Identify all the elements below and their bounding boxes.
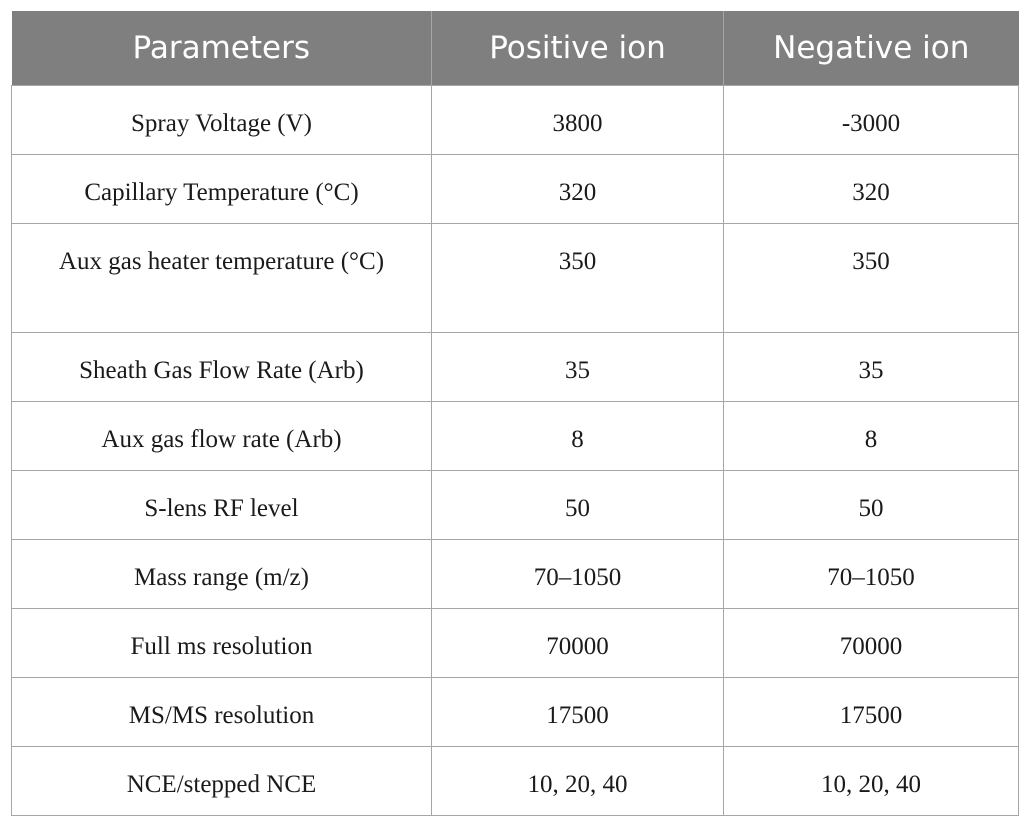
- negative-ion-value: 8: [724, 402, 1019, 471]
- table-row: [12, 471, 1019, 540]
- header-parameters: Parameters: [12, 11, 432, 86]
- table-row: [12, 540, 1019, 609]
- positive-ion-value: 3800: [432, 86, 724, 155]
- table-row: [12, 155, 1019, 224]
- negative-ion-value: 320: [724, 155, 1019, 224]
- parameter-name: Aux gas heater temperature (°C): [12, 224, 432, 333]
- positive-ion-value: 70–1050: [432, 540, 724, 609]
- table-row: [12, 333, 1019, 402]
- parameter-name: Aux gas flow rate (Arb): [12, 402, 432, 471]
- negative-ion-value: 17500: [724, 678, 1019, 747]
- table-row: [12, 678, 1019, 747]
- parameter-name: Spray Voltage (V): [12, 86, 432, 155]
- positive-ion-value: 320: [432, 155, 724, 224]
- negative-ion-value: 70–1050: [724, 540, 1019, 609]
- positive-ion-value: 50: [432, 471, 724, 540]
- parameter-name: Sheath Gas Flow Rate (Arb): [12, 333, 432, 402]
- positive-ion-value: 10, 20, 40: [432, 747, 724, 816]
- parameters-table: [11, 11, 1019, 816]
- table-row: [12, 86, 1019, 155]
- positive-ion-value: 350: [432, 224, 724, 333]
- parameter-name: Capillary Temperature (°C): [12, 155, 432, 224]
- parameter-name: S-lens RF level: [12, 471, 432, 540]
- table-row: [12, 747, 1019, 816]
- negative-ion-value: 10, 20, 40: [724, 747, 1019, 816]
- negative-ion-value: -3000: [724, 86, 1019, 155]
- positive-ion-value: 8: [432, 402, 724, 471]
- negative-ion-value: 70000: [724, 609, 1019, 678]
- header-negative-ion: Negative ion: [724, 11, 1019, 86]
- parameter-name: Full ms resolution: [12, 609, 432, 678]
- table-row: [12, 609, 1019, 678]
- positive-ion-value: 70000: [432, 609, 724, 678]
- positive-ion-value: 17500: [432, 678, 724, 747]
- table-row: [12, 402, 1019, 471]
- parameter-name: MS/MS resolution: [12, 678, 432, 747]
- negative-ion-value: 350: [724, 224, 1019, 333]
- negative-ion-value: 50: [724, 471, 1019, 540]
- table-header-row: [12, 11, 1019, 86]
- header-positive-ion: Positive ion: [432, 11, 724, 86]
- negative-ion-value: 35: [724, 333, 1019, 402]
- table-row: [12, 224, 1019, 333]
- positive-ion-value: 35: [432, 333, 724, 402]
- parameter-name: Mass range (m/z): [12, 540, 432, 609]
- parameter-name: NCE/stepped NCE: [12, 747, 432, 816]
